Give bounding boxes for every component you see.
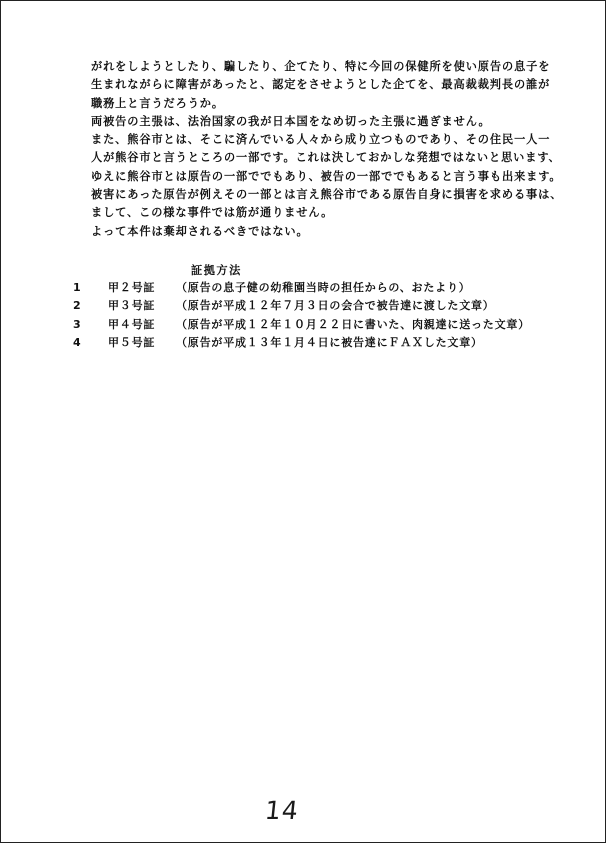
evidence-number: 2 [73,299,82,313]
body-line: 人が熊谷市と言うところの一部です。これは決しておかしな発想ではないと思います、 [91,151,561,165]
evidence-item [73,334,573,352]
evidence-label: 甲４号証 [108,317,156,331]
body-line: また、熊谷市とは、そこに済んでいる人々から成り立つものであり、その住民一人一 [91,133,551,147]
body-line: がれをしようとしたり、騙したり、企てたり、特に今回の保健所を使い原告の息子を [91,60,551,73]
body-line: 両被告の主張は、法治国家の我が日本国をなめ切った主張に過ぎません。 [91,114,491,128]
evidence-description: （原告の息子健の幼稚園当時の担任からの、おたより） [176,281,471,294]
evidence-number: 1 [73,281,82,294]
evidence-description: （原告が平成１２年１０月２２日に書いた、肉親達に送った文章） [176,317,530,331]
body-line: ゆえに熊谷市とは原告の一部ででもあり、被告の一部ででもあると言う事も出来ます。 [91,169,562,183]
evidence-label: 甲５号証 [108,335,156,349]
evidence-label: 甲２号証 [108,281,156,294]
body-line: 職務上と言うだろうか。 [91,96,224,110]
body-text [91,58,571,241]
body-line: よって本件は棄却されるべきではない。 [91,224,309,238]
evidence-heading: 証拠方法 [191,264,242,277]
body-line: まして、この様な事件では筋が通りません。 [91,206,334,220]
evidence-item [73,279,573,297]
handwritten-page-number: 14 [263,796,301,825]
evidence-number: 4 [73,335,82,349]
body-line: 被害にあった原告が例えその一部とは言え熊谷市である原告自身に損害を求める事は、 [91,188,563,202]
evidence-item [73,297,573,315]
evidence-description: （原告が平成１２年７月３日の会合で被告達に渡した文章） [176,299,495,313]
body-line: 生まれながらに障害があったと、認定をさせようとした企てを、最高裁裁判長の誰が [91,78,551,92]
evidence-number: 3 [73,317,82,331]
evidence-label: 甲３号証 [108,299,156,313]
evidence-item [73,316,573,334]
evidence-list [73,279,573,352]
evidence-description: （原告が平成１３年１月４日に被告達にＦＡＸした文章） [176,335,483,349]
